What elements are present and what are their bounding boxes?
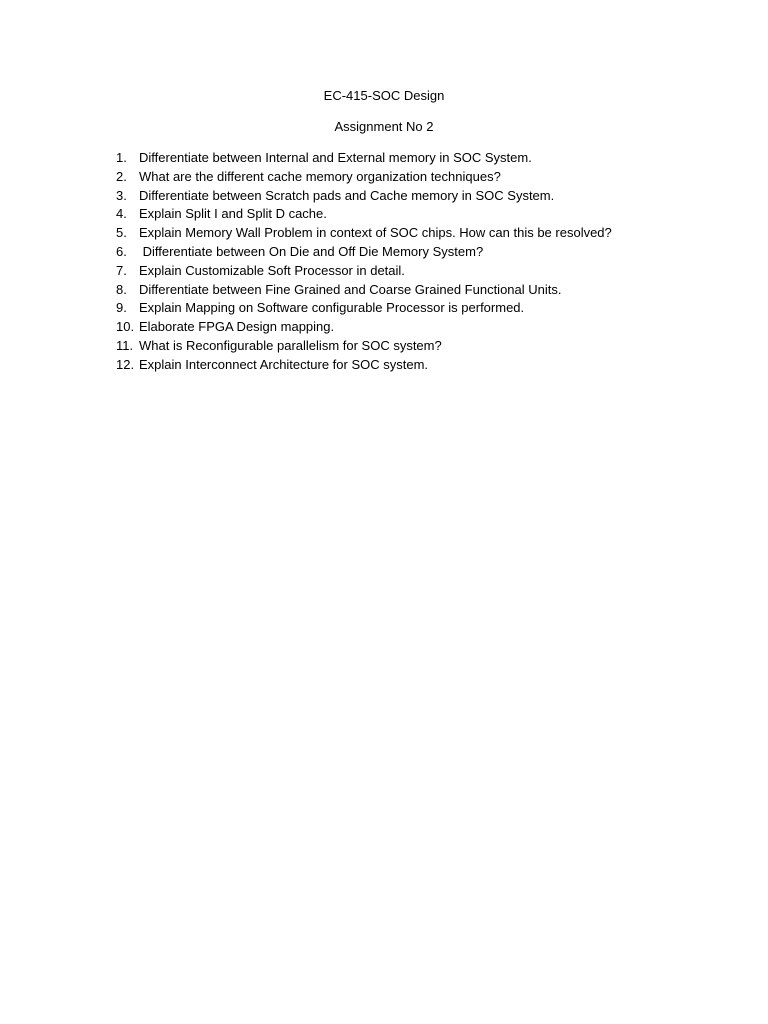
question-text: Differentiate between Fine Grained and Coarse Grained Functional Units. — [139, 281, 562, 297]
question-item — [116, 243, 612, 262]
question-text: Explain Memory Wall Problem in context of SOC chips. How can this be resolved? — [139, 225, 612, 241]
question-text: What is Reconfigurable parallelism for SOC system? — [139, 337, 442, 353]
question-item — [116, 224, 612, 243]
question-item — [116, 168, 612, 187]
question-number: 3. — [116, 187, 127, 203]
question-list — [116, 149, 612, 375]
question-number: 11. — [116, 337, 134, 353]
question-item — [116, 356, 612, 375]
course-title: EC-415-SOC Design — [323, 88, 445, 103]
question-text: Explain Split I and Split D cache. — [139, 206, 327, 222]
question-item — [116, 205, 612, 224]
question-number: 9. — [116, 300, 127, 316]
assignment-title: Assignment No 2 — [334, 119, 434, 134]
question-item — [116, 281, 612, 300]
question-text: Differentiate between Internal and External memory in SOC System. — [139, 150, 532, 165]
question-number: 12. — [116, 356, 135, 372]
question-number: 2. — [116, 168, 127, 184]
question-text: Explain Interconnect Architecture for SOC system. — [139, 356, 429, 372]
question-item — [116, 187, 612, 206]
question-text: Differentiate between Scratch pads and Cache memory in SOC System. — [139, 187, 555, 203]
question-text: What are the different cache memory organization techniques? — [139, 168, 501, 184]
question-item — [116, 299, 612, 318]
question-item — [116, 149, 612, 168]
question-text: Explain Mapping on Software configurable Processor is performed. — [139, 300, 525, 316]
question-number: 5. — [116, 225, 127, 241]
question-item — [116, 262, 612, 281]
question-number: 7. — [116, 262, 127, 278]
question-number: 4. — [116, 206, 127, 222]
question-item — [116, 318, 612, 337]
question-text: Differentiate between On Die and Off Die Memory System? — [139, 243, 484, 259]
question-number: 6. — [116, 243, 127, 259]
question-number: 1. — [116, 150, 127, 165]
question-item — [116, 337, 612, 356]
question-text: Explain Customizable Soft Processor in detail. — [139, 262, 405, 278]
question-number: 10. — [116, 319, 135, 335]
question-number: 8. — [116, 281, 127, 297]
question-text: Elaborate FPGA Design mapping. — [139, 319, 335, 335]
